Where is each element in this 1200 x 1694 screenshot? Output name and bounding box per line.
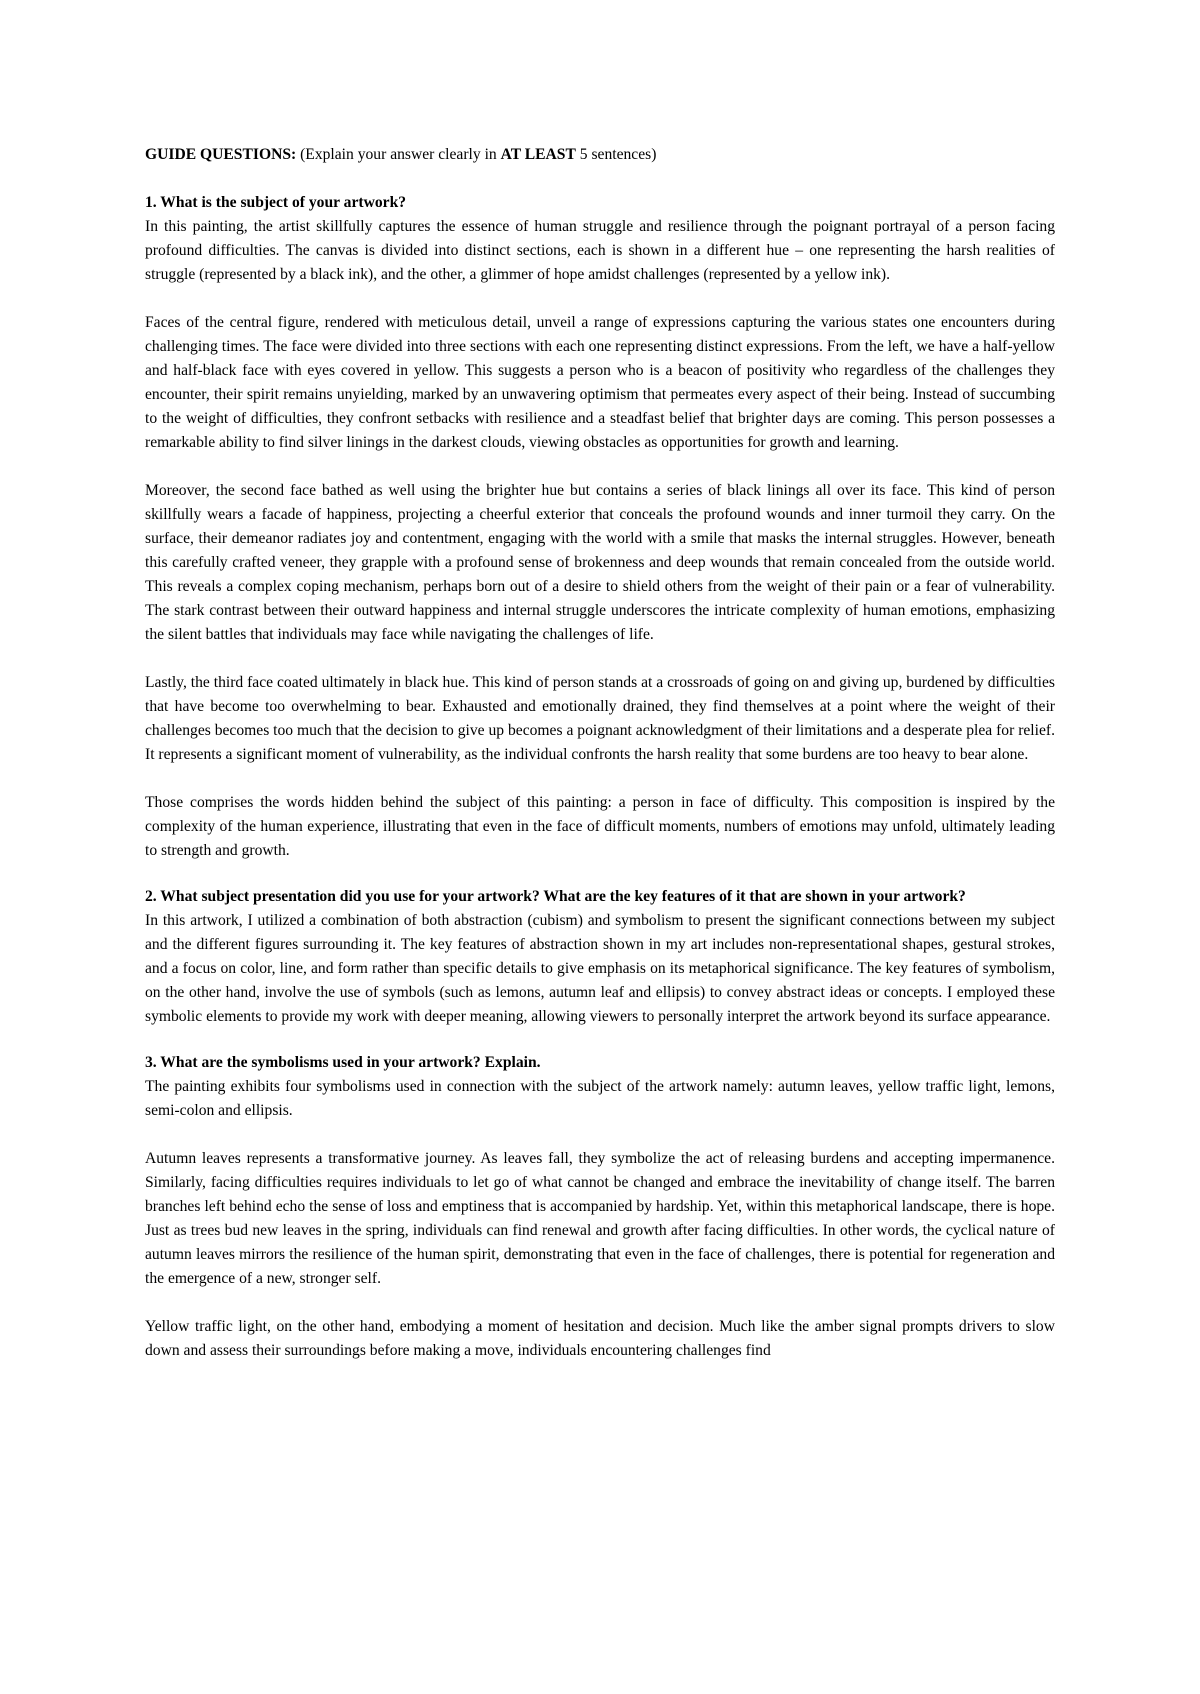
question-2-heading: 2. What subject presentation did you use for your artwork? What are the key features of it that are shown in your artwork?	[145, 888, 966, 905]
section-question-3	[145, 1051, 1055, 1363]
answer-3-paragraph-1: The painting exhibits four symbolisms used in connection with the subject of the artwork namely: autumn leaves, yellow traffic light, lemons, semi-colon and ellipsis.	[145, 1078, 1055, 1119]
answer-1-paragraph-3: Moreover, the second face bathed as well using the brighter hue but contains a series of black linings all over its face. This kind of person skillfully wears a facade of happiness, projecting a cheerful exterior that conceals the profound wounds and inner turmoil they carry. On the surface, their demeanor radiates joy and contentment, engaging with the world with a smile that masks the internal struggles. However, beneath this carefully crafted veneer, they grapple with a profound sense of brokenness and deep wounds that remain concealed from the outside world. This reveals a complex coping mechanism, perhaps born out of a desire to shield others from the weight of their pain or a fear of vulnerability. The stark contrast between their outward happiness and internal struggle underscores the intricate complexity of human emotions, emphasizing the silent battles that individuals may face while navigating the challenges of life.	[145, 482, 1055, 643]
section-question-2	[145, 885, 1055, 1029]
question-1-heading: 1. What is the subject of your artwork?	[145, 194, 407, 211]
answer-1-paragraph-5: Those comprises the words hidden behind the subject of this painting: a person in face of difficulty. This composition is inspired by the complexity of the human experience, illustrating that even in the face of difficult moments, numbers of emotions may unfold, ultimately leading to strength and growth.	[145, 794, 1055, 859]
guide-questions-heading	[145, 143, 1055, 167]
section-question-1	[145, 191, 1055, 863]
answer-3-paragraph-2: Autumn leaves represents a transformative journey. As leaves fall, they symbolize the act of releasing burdens and accepting impermanence. Similarly, facing difficulties requires individuals to let go of what cannot be changed and embrace the inevitability of change itself. The barren branches left behind echo the sense of loss and emptiness that is accompanied by hardship. Yet, within this metaphorical landscape, there is hope. Just as trees bud new leaves in the spring, individuals can find renewal and growth after facing difficulties. In other words, the cyclical nature of autumn leaves mirrors the resilience of the human spirit, demonstrating that even in the face of challenges, there is potential for regeneration and the emergence of a new, stronger self.	[145, 1150, 1055, 1287]
guide-instruction-bold: AT LEAST	[500, 146, 576, 163]
document-page	[145, 143, 1055, 1385]
guide-label: GUIDE QUESTIONS:	[145, 146, 297, 163]
guide-instruction-post: 5 sentences)	[575, 146, 657, 163]
answer-3-paragraph-3: Yellow traffic light, on the other hand, embodying a moment of hesitation and decision. Much like the amber signal prompts drivers to slow down and assess their surroundings before making a move, individuals encountering challenges find	[145, 1318, 1055, 1359]
guide-instruction-pre: (Explain your answer clearly in	[296, 146, 501, 163]
answer-1-paragraph-4: Lastly, the third face coated ultimately in black hue. This kind of person stands at a crossroads of going on and giving up, burdened by difficulties that have become too overwhelming to bear. Exhausted and emotionally drained, they find themselves at a point where the weight of their challenges becomes too much that the decision to give up becomes a poignant acknowledgment of their limitations and a desperate plea for relief. It represents a significant moment of vulnerability, as the individual confronts the harsh reality that some burdens are too heavy to bear alone.	[145, 674, 1055, 763]
answer-1-paragraph-2: Faces of the central figure, rendered with meticulous detail, unveil a range of expressions capturing the various states one encounters during challenging times. The face were divided into three sections with each one representing distinct expressions. From the left, we have a half-yellow and half-black face with eyes covered in yellow. This suggests a person who is a beacon of positivity who regardless of the challenges they encounter, their spirit remains unyielding, marked by an unwavering optimism that permeates every aspect of their being. Instead of succumbing to the weight of difficulties, they confront setbacks with resilience and a steadfast belief that brighter days are coming. This person possesses a remarkable ability to find silver linings in the darkest clouds, viewing obstacles as opportunities for growth and learning.	[145, 314, 1055, 451]
answer-2-paragraph-1: In this artwork, I utilized a combination of both abstraction (cubism) and symbolism to present the significant connections between my subject and the different figures surrounding it. The key features of abstraction shown in my art includes non-representational shapes, gestural strokes, and a focus on color, line, and form rather than specific details to give emphasis on its metaphorical significance. The key features of symbolism, on the other hand, involve the use of symbols (such as lemons, autumn leaf and ellipsis) to convey abstract ideas or concepts. I employed these symbolic elements to provide my work with deeper meaning, allowing viewers to personally interpret the artwork beyond its surface appearance.	[145, 912, 1055, 1025]
answer-1-paragraph-1: In this painting, the artist skillfully captures the essence of human struggle and resilience through the poignant portrayal of a person facing profound difficulties. The canvas is divided into distinct sections, each is shown in a different hue – one representing the harsh realities of struggle (represented by a black ink), and the other, a glimmer of hope amidst challenges (represented by a yellow ink).	[145, 218, 1055, 283]
question-3-heading: 3. What are the symbolisms used in your artwork? Explain.	[145, 1054, 541, 1071]
